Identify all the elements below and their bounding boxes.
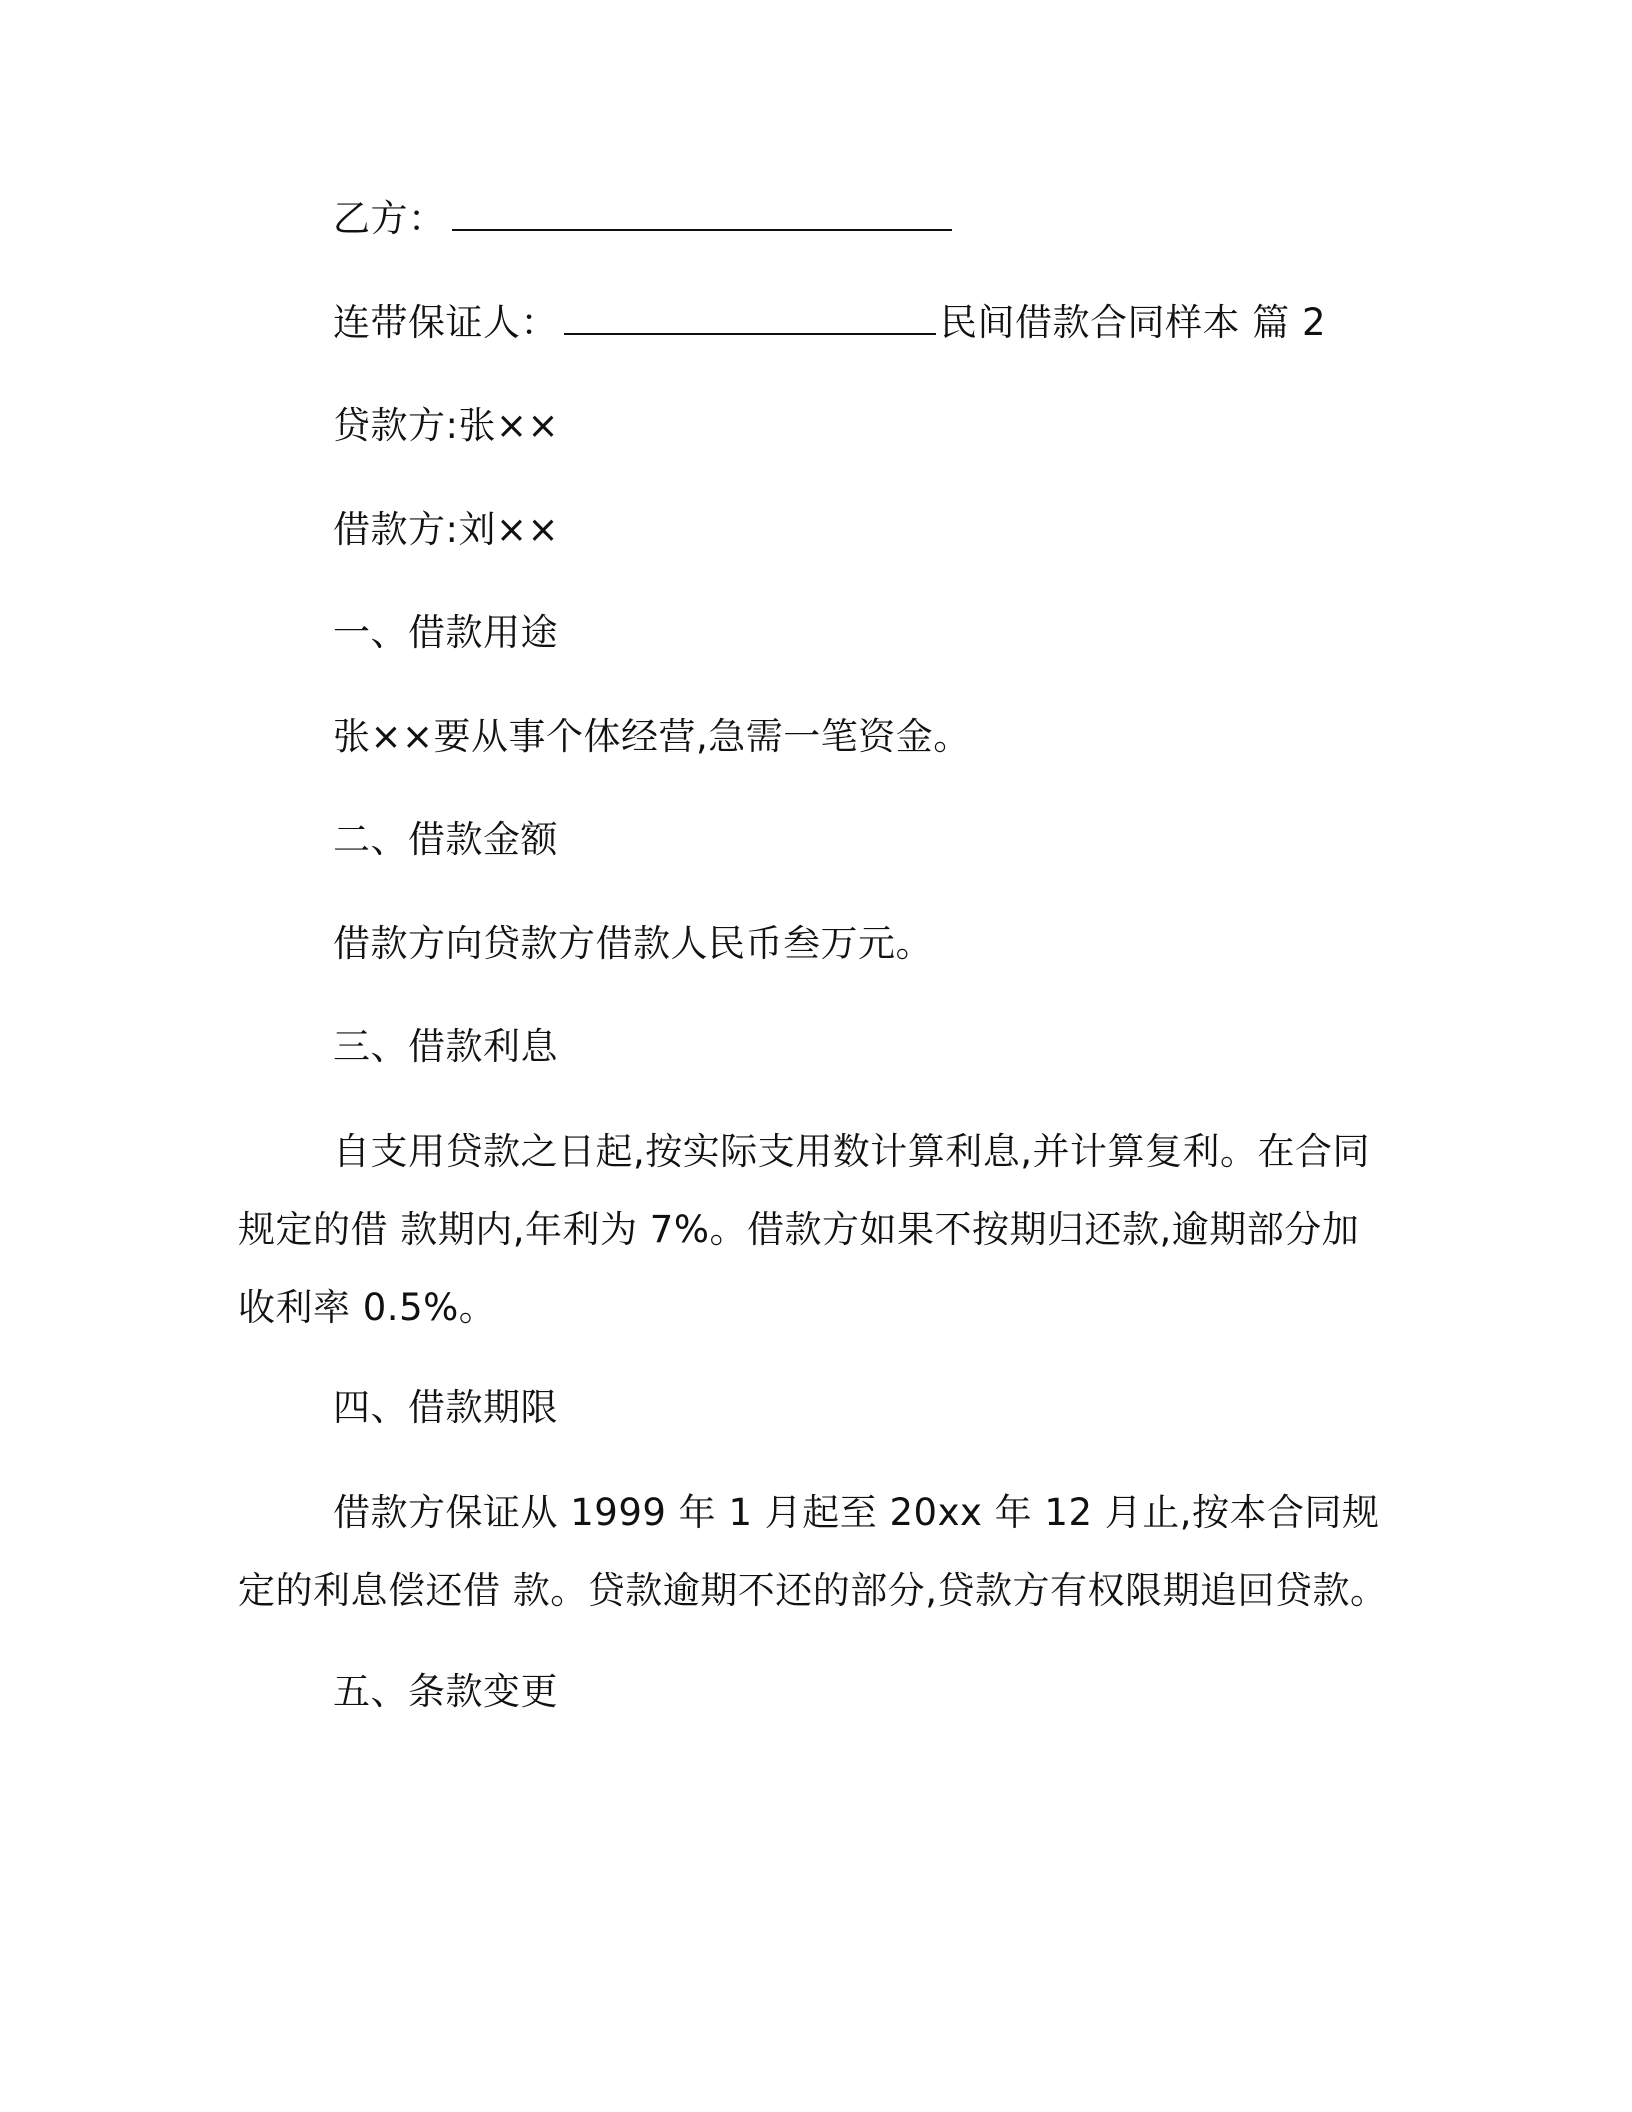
guarantor-line [333,298,1326,348]
section-body-term: 借款方保证从 1999 年 1 月起至 20xx 年 12 月止,按本合同规定的利息偿还借 款。贷款逾期不还的部分,贷款方有权限期追回贷款。 [238,1491,1388,1612]
lender-line: 贷款方:张×× [333,404,559,447]
guarantor-blank [564,303,936,335]
section-heading-interest: 三、借款利息 [333,1025,558,1068]
section-heading-amount: 二、借款金额 [333,818,558,861]
party-b-label: 乙方： [333,197,446,240]
section-heading-purpose: 一、借款用途 [333,611,558,654]
party-b-blank [452,199,952,231]
guarantor-label: 连带保证人： [333,301,558,344]
section-heading-term: 四、借款期限 [333,1386,558,1429]
section-body-interest: 自支用贷款之日起,按实际支用数计算利息,并计算复利。在合同规定的借 款期内,年利为 7%。借款方如果不按期归还款,逾期部分加收利率 0.5%。 [238,1130,1371,1329]
section-body-amount: 借款方向贷款方借款人民币叁万元。 [333,922,933,965]
section-heading-changes: 五、条款变更 [333,1670,558,1713]
party-b-line [333,194,956,244]
borrower-line: 借款方:刘×× [333,508,559,551]
section-body-purpose: 张××要从事个体经营,急需一笔资金。 [333,715,971,758]
document-title: 民间借款合同样本 篇 2 [940,301,1327,344]
